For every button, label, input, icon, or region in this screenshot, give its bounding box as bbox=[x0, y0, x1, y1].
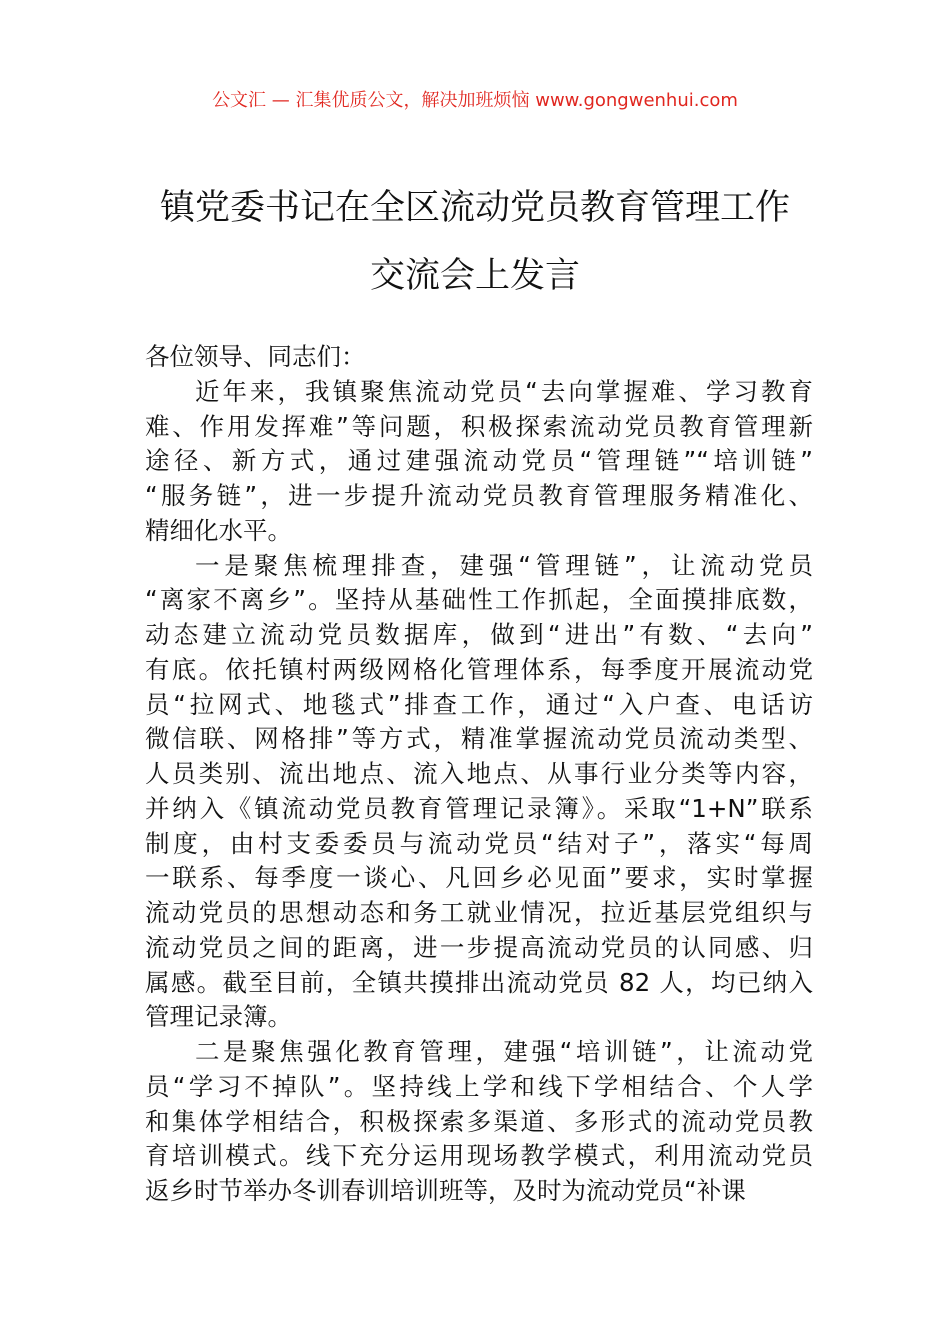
paragraph-line: 人员类别、流出地点、流入地点、从事行业分类等内容， bbox=[145, 759, 813, 788]
paragraph-line: 难、作用发挥难”等问题，积极探索流动党员教育管理新 bbox=[145, 411, 813, 441]
paragraph-line: 二是聚焦强化教育管理，建强“培训链”，让流动党 bbox=[195, 1037, 813, 1066]
site-banner: 公文汇 — 汇集优质公文，解决加班烦恼 www.gongwenhui.com bbox=[212, 90, 738, 111]
paragraph-line: 微信联、网格排”等方式，精准掌握流动党员流动类型、 bbox=[145, 724, 813, 754]
paragraph-line: 返乡时节举办冬训春训培训班等，及时为流动党员“补课 bbox=[145, 1176, 746, 1205]
paragraph bbox=[145, 375, 813, 549]
paragraph-line: 育培训模式。线下充分运用现场教学模式，利用流动党员 bbox=[145, 1141, 813, 1171]
paragraph-line: 和集体学相结合，积极探索多渠道、多形式的流动党员教 bbox=[145, 1106, 813, 1136]
document-title-line-2: 交流会上发言 bbox=[369, 256, 580, 296]
paragraph-line: 动态建立流动党员数据库，做到“进出”有数、“去向” bbox=[145, 620, 813, 649]
paragraph-line: 一是聚焦梳理排查，建强“管理链”，让流动党员 bbox=[195, 550, 813, 580]
paragraph-line: 制度，由村支委委员与流动党员“结对子”，落实“每周 bbox=[145, 828, 813, 858]
paragraph-line: 并纳入《镇流动党员教育管理记录簿》。采取“1+N”联系 bbox=[145, 793, 813, 823]
document-body bbox=[145, 340, 813, 1209]
paragraph-line: 流动党员之间的距离，进一步提高流动党员的认同感、归 bbox=[145, 932, 813, 962]
paragraph-line: 精细化水平。 bbox=[145, 515, 292, 545]
paragraph-line: 有底。依托镇村两级网格化管理体系，每季度开展流动党 bbox=[145, 654, 813, 684]
paragraph-line: 属感。截至目前，全镇共摸排出流动党员 82 人，均已纳入 bbox=[145, 967, 813, 997]
paragraph-line: “离家不离乡”。坚持从基础性工作抓起，全面摸排底数， bbox=[145, 585, 813, 615]
paragraph-line: 途径、新方式，通过建强流动党员“管理链”“培训链” bbox=[145, 446, 813, 476]
paragraph-line: 管理记录簿。 bbox=[145, 1002, 292, 1032]
paragraph-line: “服务链”，进一步提升流动党员教育管理服务精准化、 bbox=[145, 481, 813, 510]
paragraph-line: 员“拉网式、地毯式”排查工作，通过“入户查、电话访 bbox=[145, 689, 813, 719]
paragraph bbox=[145, 549, 813, 1036]
paragraph-line: 流动党员的思想动态和务工就业情况，拉近基层党组织与 bbox=[145, 898, 813, 927]
paragraph bbox=[145, 1035, 813, 1209]
salutation: 各位领导、同志们： bbox=[145, 342, 366, 371]
paragraph-line: 员“学习不掉队”。坚持线上学和线下学相结合、个人学 bbox=[145, 1071, 813, 1101]
document-title-line-1: 镇党委书记在全区流动党员教育管理工作 bbox=[159, 188, 790, 228]
paragraph-line: 一联系、每季度一谈心、凡回乡必见面”要求，实时掌握 bbox=[145, 863, 813, 893]
paragraph-line: 近年来，我镇聚焦流动党员“去向掌握难、学习教育 bbox=[195, 376, 813, 406]
